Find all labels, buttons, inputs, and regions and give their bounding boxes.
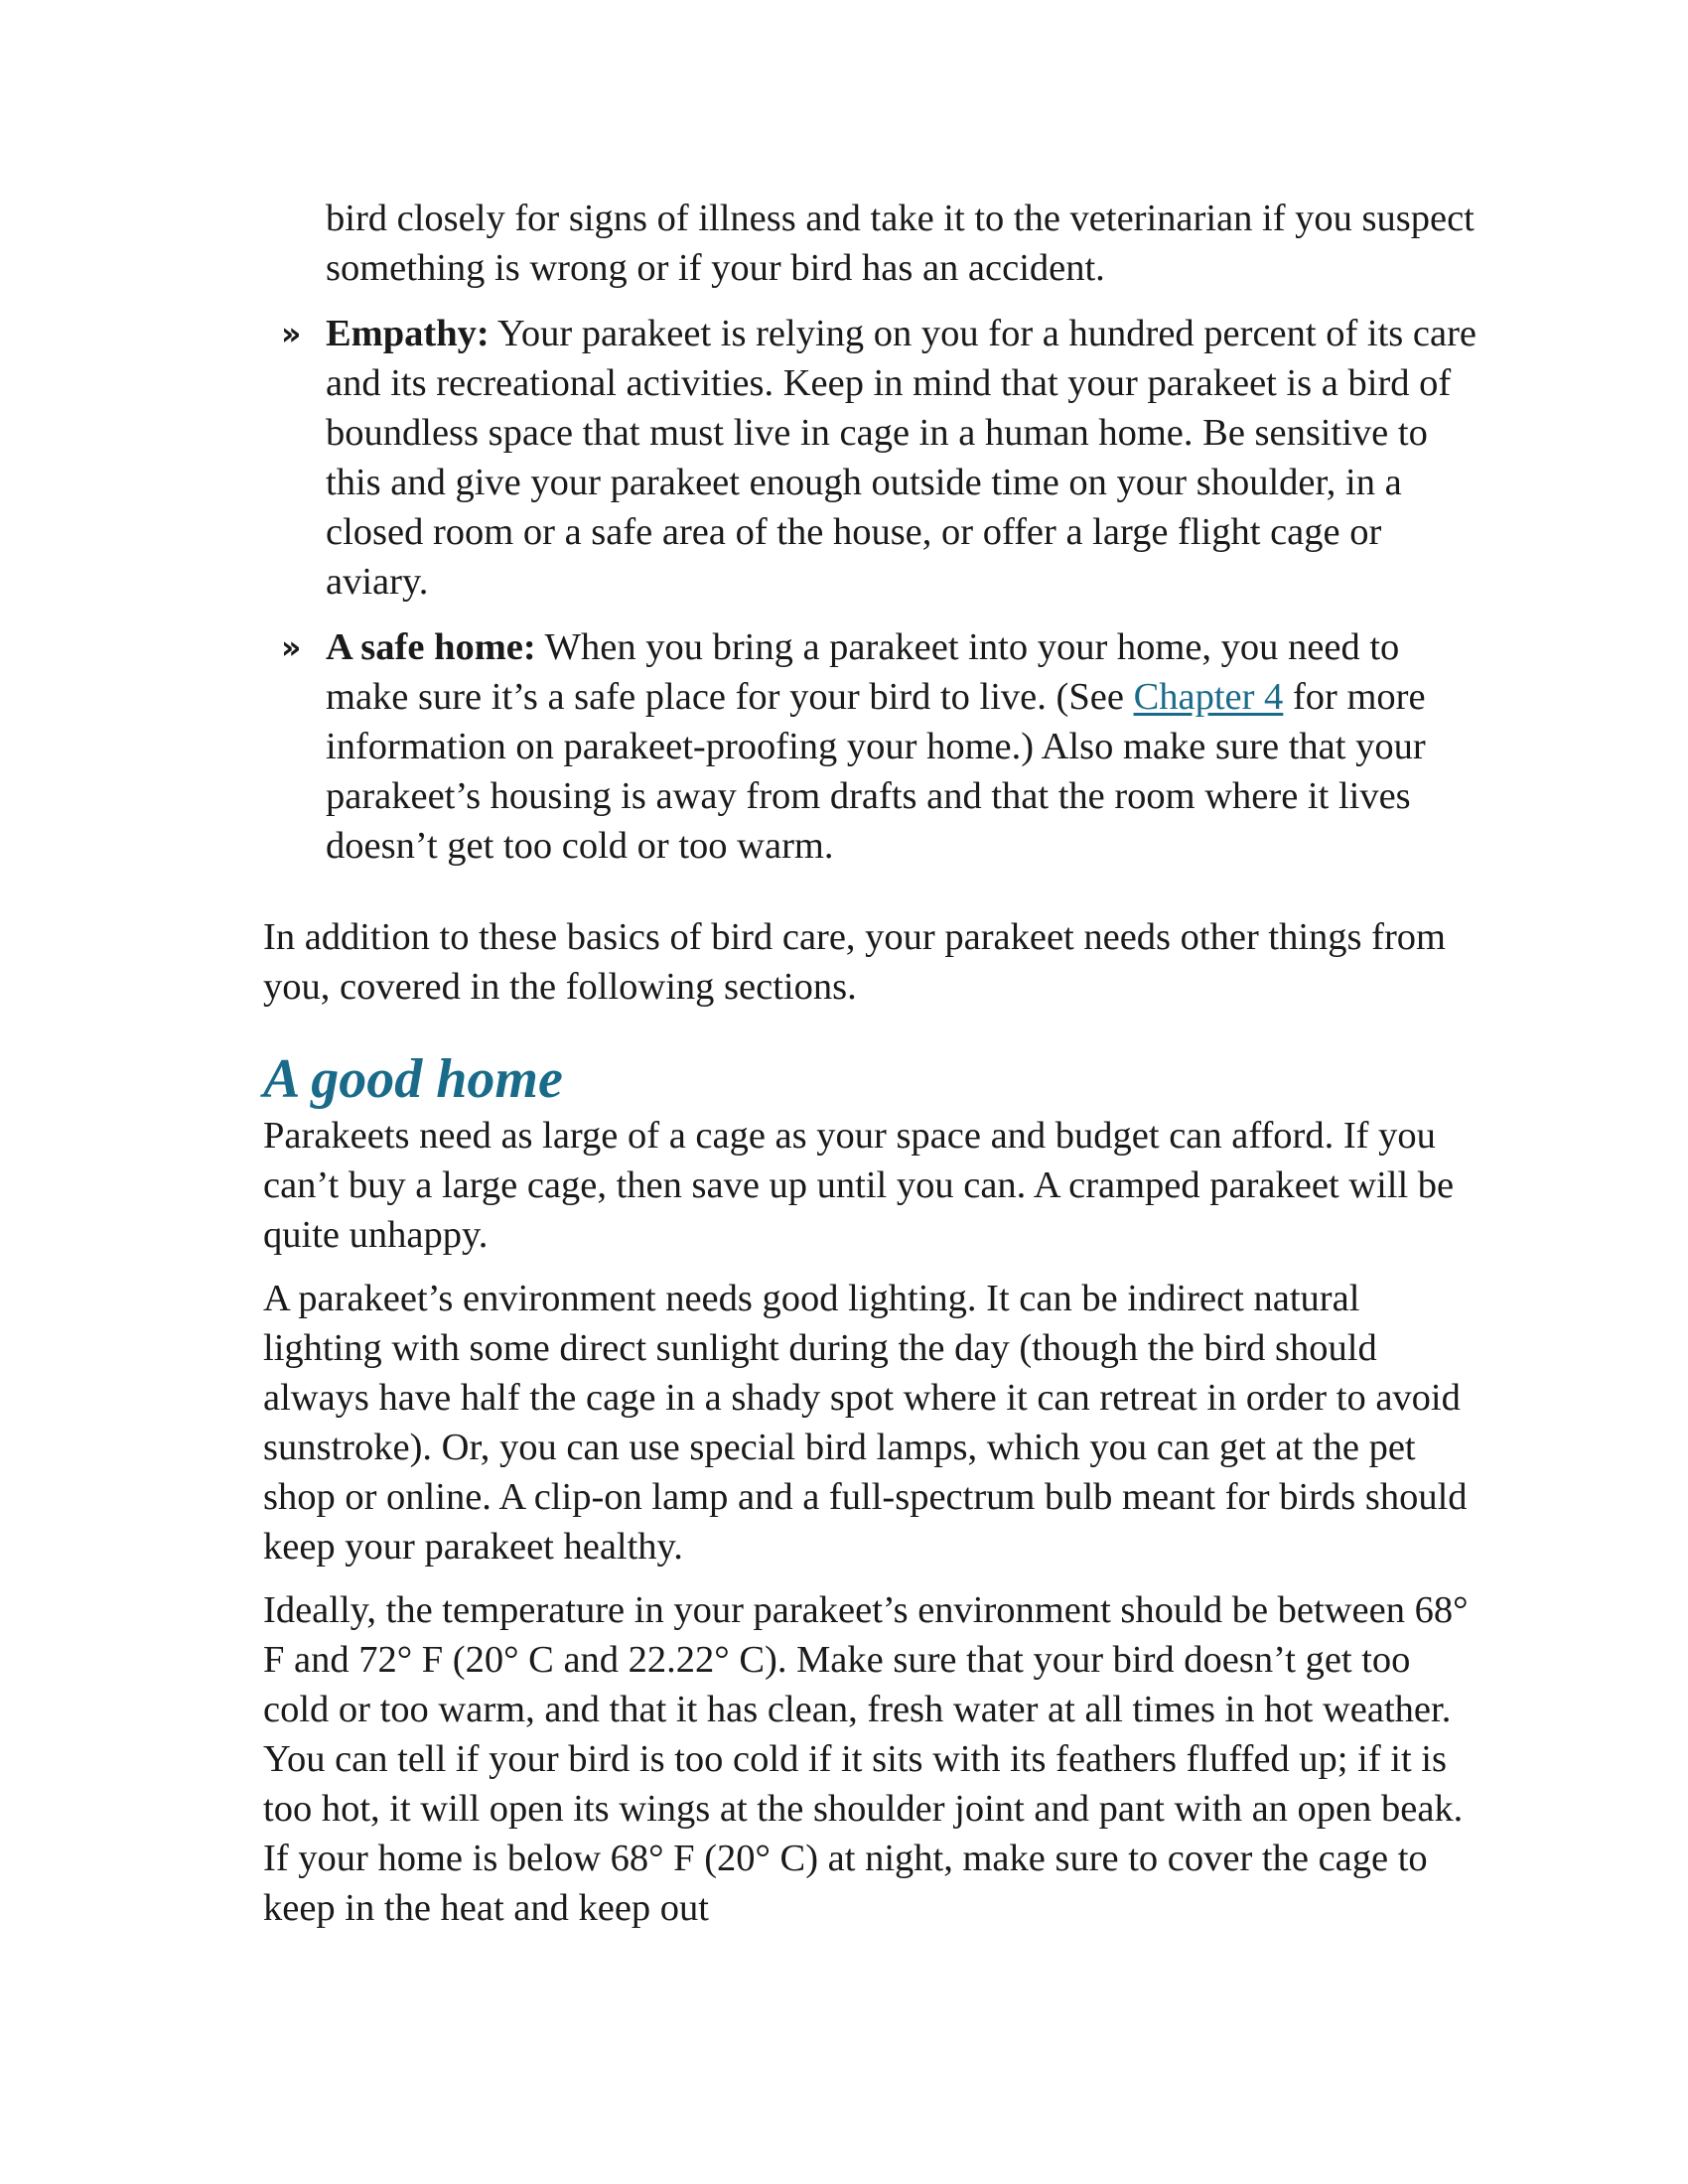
double-chevron-right-icon: ›› <box>281 628 296 666</box>
intro-paragraph: In addition to these basics of bird care, your parakeet needs other things from you, covered in the following sections. <box>263 916 1446 1008</box>
bullet-text: for more information on parakeet-proofing your home.) Also make sure that your parakeet’s housing is away from drafts and that the room where it lives doesn’t get too cold or too warm. <box>326 676 1426 867</box>
bullet-text: When you bring a parakeet into your home, you need to make sure it’s a safe place for your bird to live. (See <box>326 626 1400 718</box>
double-chevron-right-icon: ›› <box>281 315 296 352</box>
body-paragraph: A parakeet’s environment needs good lighting. It can be indirect natural lighting with some direct sunlight during the day (though the bird should always have half the cage in a shady spot where it can retreat in order to avoid sunstroke). Or, you can use special bird lamps, which you can get at the pet shop or online. A clip-on lamp and a full-spectrum bulb meant for birds should keep your parakeet healthy. <box>263 1278 1468 1568</box>
body-paragraph: Parakeets need as large of a cage as your space and budget can afford. If you can’t buy a large cage, then save up until you can. A cramped parakeet will be quite unhappy. <box>263 1115 1455 1256</box>
chapter-4-link[interactable]: Chapter 4 <box>1133 676 1284 718</box>
section-heading: A good home <box>263 1048 563 1110</box>
bullet-text: Your parakeet is relying on you for a hundred percent of its care and its recreational activities. Keep in mind that your parakeet is a bird of boundless space that must live in cage in a human home. Be sensitive to this and give your parakeet enough outside time on your shoulder, in a closed room or a safe area of the house, or offer a large flight cage or aviary. <box>326 313 1477 603</box>
bullet-lead: A safe home: <box>326 626 536 668</box>
bullet-item-empathy <box>263 309 1479 607</box>
continuation-text: bird closely for signs of illness and take it to the veterinarian if you suspect something is wrong or if your bird has an accident. <box>326 198 1475 289</box>
bullet-item-safe-home <box>263 622 1479 871</box>
bullet-lead: Empathy: <box>326 313 490 354</box>
body-paragraph: Ideally, the temperature in your parakeet’s environment should be between 68° F and 72° F (20° C and 22.22° C). Make sure that your bird doesn’t get too cold or too warm, and that it has clean, fresh water at all times in hot weather. You can tell if your bird is too cold if it sits with its feathers fluffed up; if it is too hot, it will open its wings at the shoulder joint and pant with an open beak. If your home is below 68° F (20° C) at night, make sure to cover the cage to keep in the heat and keep out <box>263 1589 1469 1929</box>
document-page <box>263 194 1479 1933</box>
